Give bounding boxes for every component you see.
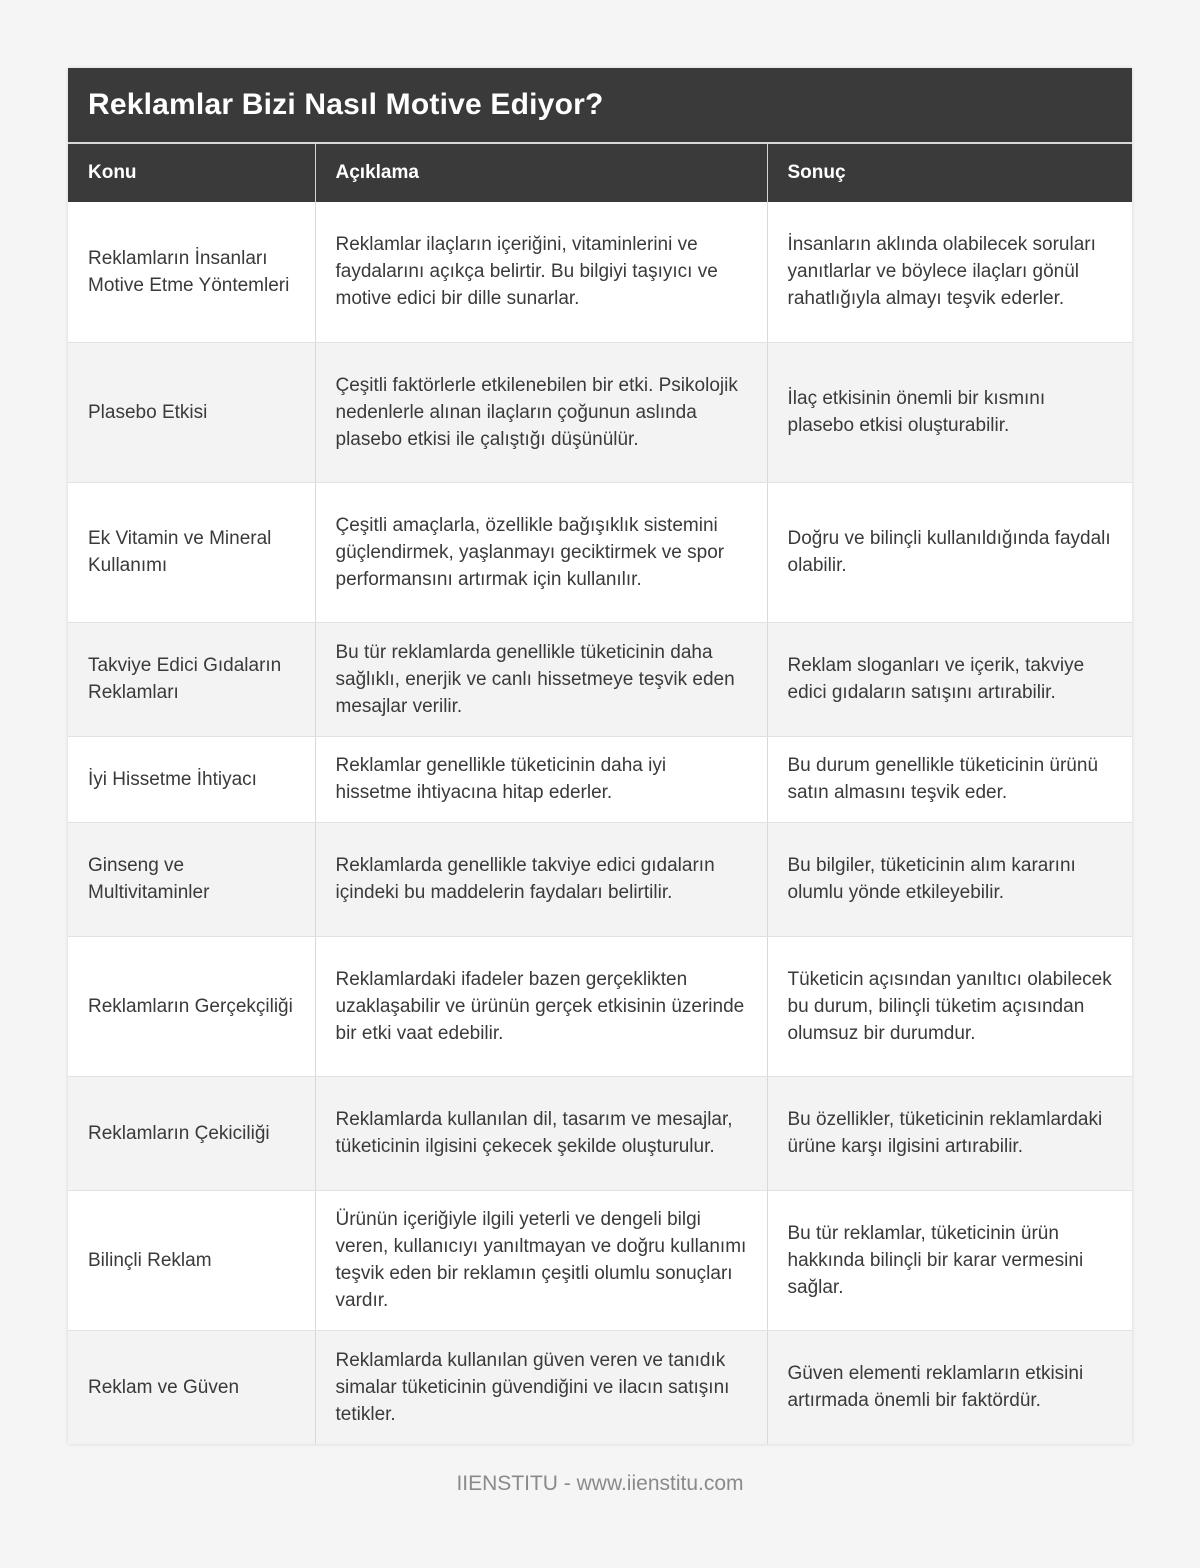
column-header-aciklama: Açıklama <box>315 144 767 202</box>
description-cell: Reklamlar genellikle tüketicinin daha iyi hissetme ihtiyacına hitap ederler. <box>315 736 767 822</box>
table-row <box>68 342 1132 482</box>
result-cell: Doğru ve bilinçli kullanıldığında faydalı olabilir. <box>767 482 1132 622</box>
table-row <box>68 482 1132 622</box>
description-cell: Bu tür reklamlarda genellikle tüketicinin daha sağlıklı, enerjik ve canlı hissetmeye teşvik eden mesajlar verilir. <box>315 622 767 736</box>
result-cell: Bu durum genellikle tüketicinin ürünü satın almasını teşvik eder. <box>767 736 1132 822</box>
table-row <box>68 736 1132 822</box>
topic-cell: Plasebo Etkisi <box>68 342 315 482</box>
description-cell: Ürünün içeriğiyle ilgili yeterli ve dengeli bilgi veren, kullanıcıyı yanıltmayan ve doğru kullanımı teşvik eden bir reklamın çeşitli olumlu sonuçları vardır. <box>315 1190 767 1330</box>
result-cell: İnsanların aklında olabilecek soruları yanıtlarlar ve böylece ilaçları gönül rahatlığıyla almayı teşvik ederler. <box>767 202 1132 342</box>
page-title: Reklamlar Bizi Nasıl Motive Ediyor? <box>88 88 604 121</box>
result-cell: Bu özellikler, tüketicinin reklamlardaki ürüne karşı ilgisini artırabilir. <box>767 1076 1132 1190</box>
table-row <box>68 1076 1132 1190</box>
result-cell: Bu bilgiler, tüketicinin alım kararını olumlu yönde etkileyebilir. <box>767 822 1132 936</box>
column-header-sonuc: Sonuç <box>767 144 1132 202</box>
topic-cell: Reklam ve Güven <box>68 1330 315 1444</box>
result-cell: Tüketicin açısından yanıltıcı olabilecek bu durum, bilinçli tüketim açısından olumsuz bir durumdur. <box>767 936 1132 1076</box>
description-cell: Reklamlarda kullanılan güven veren ve tanıdık simalar tüketicinin güvendiğini ve ilacın satışını tetikler. <box>315 1330 767 1444</box>
topic-cell: İyi Hissetme İhtiyacı <box>68 736 315 822</box>
content-table <box>68 144 1132 1444</box>
description-cell: Reklamlar ilaçların içeriğini, vitaminlerini ve faydalarını açıkça belirtir. Bu bilgiyi taşıyıcı ve motive edici bir dille sunarlar. <box>315 202 767 342</box>
result-cell: Reklam sloganları ve içerik, takviye edici gıdaların satışını artırabilir. <box>767 622 1132 736</box>
description-cell: Çeşitli faktörlerle etkilenebilen bir etki. Psikolojik nedenlerle alınan ilaçların çoğunun aslında plasebo etkisi ile çalıştığı düşünülür. <box>315 342 767 482</box>
result-cell: İlaç etkisinin önemli bir kısmını plasebo etkisi oluşturabilir. <box>767 342 1132 482</box>
table-row <box>68 622 1132 736</box>
table-row <box>68 1190 1132 1330</box>
result-cell: Güven elementi reklamların etkisini artırmada önemli bir faktördür. <box>767 1330 1132 1444</box>
topic-cell: Ek Vitamin ve Mineral Kullanımı <box>68 482 315 622</box>
description-cell: Çeşitli amaçlarla, özellikle bağışıklık sistemini güçlendirmek, yaşlanmayı geciktirmek ve spor performansını artırmak için kullanılır. <box>315 482 767 622</box>
result-cell: Bu tür reklamlar, tüketicinin ürün hakkında bilinçli bir karar vermesini sağlar. <box>767 1190 1132 1330</box>
topic-cell: Reklamların Çekiciliği <box>68 1076 315 1190</box>
topic-cell: Bilinçli Reklam <box>68 1190 315 1330</box>
topic-cell: Reklamların Gerçekçiliği <box>68 936 315 1076</box>
table-row <box>68 936 1132 1076</box>
table-card <box>68 68 1132 1444</box>
footer-credit: IIENSTITU - www.iienstitu.com <box>456 1472 744 1495</box>
table-row <box>68 822 1132 936</box>
description-cell: Reklamlardaki ifadeler bazen gerçeklikten uzaklaşabilir ve ürünün gerçek etkisinin üzerinde bir etki vaat edebilir. <box>315 936 767 1076</box>
column-header-konu: Konu <box>68 144 315 202</box>
topic-cell: Takviye Edici Gıdaların Reklamları <box>68 622 315 736</box>
table-header-row <box>68 144 1132 202</box>
title-bar <box>68 68 1132 144</box>
table-row <box>68 1330 1132 1444</box>
table-row <box>68 202 1132 342</box>
description-cell: Reklamlarda genellikle takviye edici gıdaların içindeki bu maddelerin faydaları belirtilir. <box>315 822 767 936</box>
topic-cell: Ginseng ve Multivitaminler <box>68 822 315 936</box>
description-cell: Reklamlarda kullanılan dil, tasarım ve mesajlar, tüketicinin ilgisini çekecek şekilde oluşturulur. <box>315 1076 767 1190</box>
topic-cell: Reklamların İnsanları Motive Etme Yöntemleri <box>68 202 315 342</box>
